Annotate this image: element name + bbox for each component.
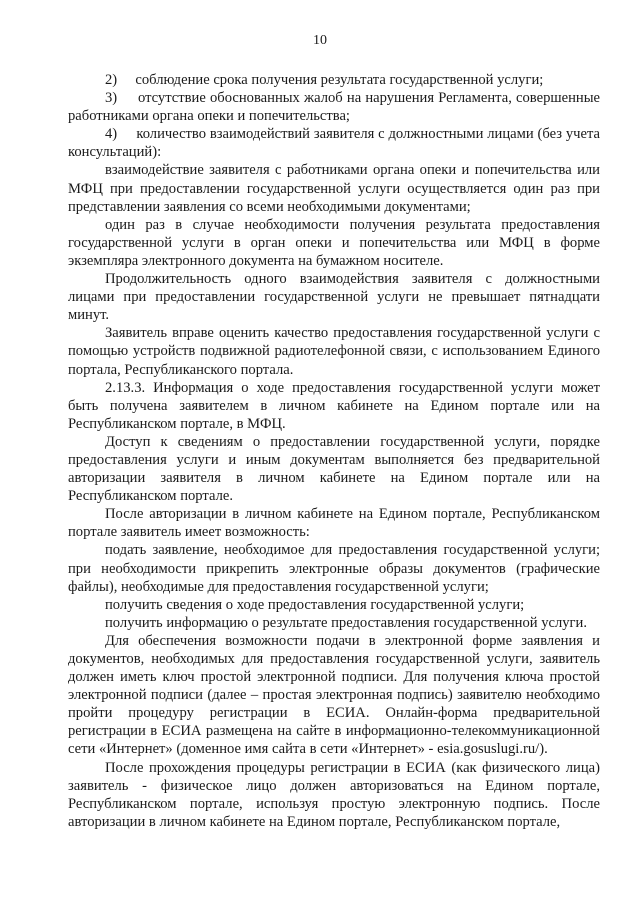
paragraph-interaction-submission: взаимодействие заявителя с работниками органа опеки и попечительства или МФЦ при предоставлении государственной услуги осуществляется один раз при представлении заявления со всеми необходимыми документами; (68, 162, 600, 215)
paragraph-submit-application: подать заявление, необходимое для предоставления государственной услуги; при необходимости прикрепить электронные образы документов (графические файлы), необходимые для предоставления государственной услуги; (68, 542, 600, 595)
paragraph-quality-assessment: Заявитель вправе оценить качество предоставления государственной услуги с помощью устройств подвижной радиотелефонной связи, с использованием Единого портала, Республиканского портала. (68, 325, 600, 378)
paragraph-criterion-3: 3) отсутствие обоснованных жалоб на нарушения Регламента, совершенные работниками органа опеки и попечительства; (68, 90, 600, 125)
paragraph-after-auth: После авторизации в личном кабинете на Едином портале, Республиканском портале заявитель имеет возможность: (68, 506, 600, 541)
paragraph-criterion-4: 4) количество взаимодействий заявителя с должностными лицами (без учета консультаций): (68, 126, 600, 161)
paragraph-get-result: получить информацию о результате предоставления государственной услуги. (105, 614, 587, 631)
paragraph-esia-registration: После прохождения процедуры регистрации в ЕСИА (как физического лица) заявитель - физическое лицо должен авторизоваться на Едином портале, Республиканском портале, используя простую электронную подпись. После авторизации в личном кабинете на Едином портале, Республиканском портале, (68, 759, 600, 830)
paragraph-access-without-auth: Доступ к сведениям о предоставлении государственной услуги, порядке предоставления услуги и иным документам выполняется без предварительной авторизации заявителя в личном кабинете на Едином портале или на Республиканском портале. (68, 433, 600, 505)
paragraph-interaction-result: один раз в случае необходимости получения результата предоставления государственной услуги в орган опеки и попечительства или МФЦ в форме экземпляра электронного документа на бумажном носителе. (68, 216, 600, 269)
paragraph-interaction-duration: Продолжительность одного взаимодействия заявителя с должностными лицами при предоставлении государственной услуги не превышает пятнадцати минут. (68, 271, 600, 324)
paragraph-section-2-13-3: 2.13.3. Информация о ходе предоставления государственной услуги может быть получена заявителем в личном кабинете на Едином портале или на Республиканском портале, в МФЦ. (68, 379, 600, 432)
document-body (68, 71, 600, 831)
paragraph-criterion-2: 2) соблюдение срока получения результата государственной услуги; (105, 72, 544, 88)
paragraph-get-progress: получить сведения о ходе предоставления государственной услуги; (105, 596, 525, 613)
page-number: 10 (313, 33, 327, 48)
paragraph-electronic-signature: Для обеспечения возможности подачи в электронной форме заявления и документов, необходимых для предоставления государственной услуги, заявитель должен иметь ключ простой электронной подписи. Для получения ключа простой электронной подписи (далее – простая электронная подпись) заявителю необходимо пройти процедуру регистрации в ЕСИА. Онлайн-форма предварительной регистрации в ЕСИА размещена на сайте в информационно-телекоммуникационной сети «Интернет» (доменное имя сайта в сети «Интернет» - esia.gosuslugi.ru/). (68, 632, 600, 758)
